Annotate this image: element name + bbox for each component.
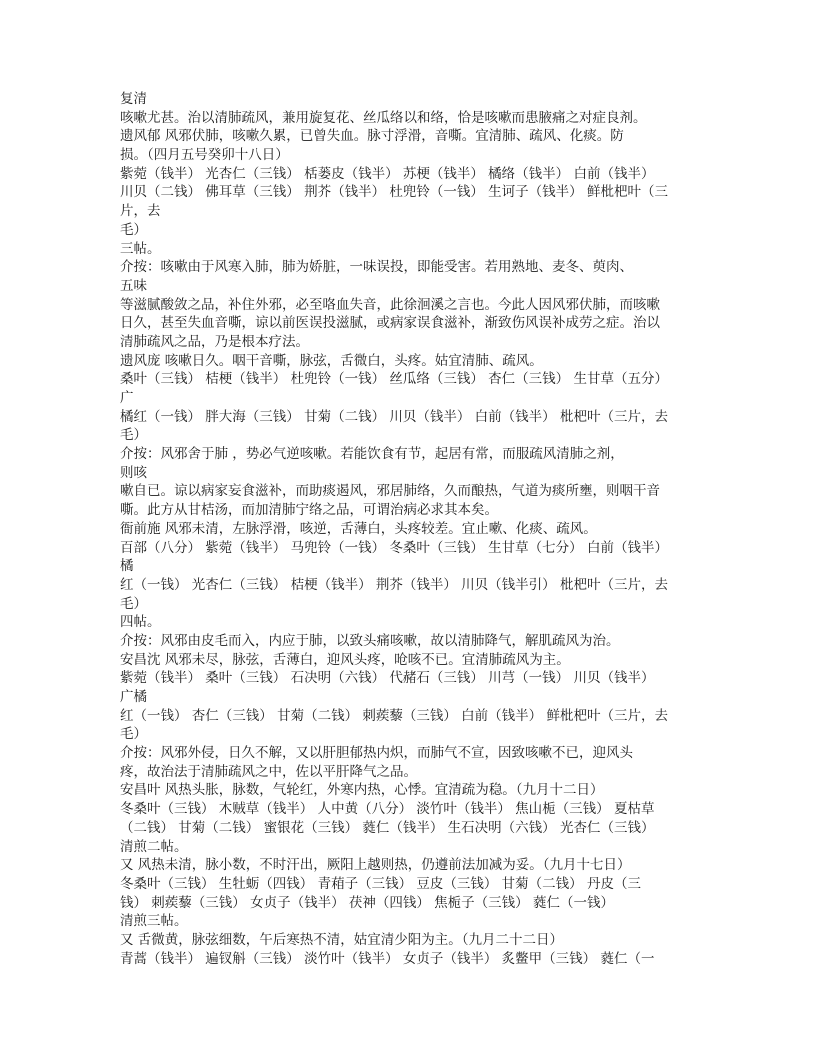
- prescription-line: 广橘: [120, 689, 147, 705]
- commentary-line: 介按：咳嗽由于风寒入肺，肺为娇脏，一味误投，即能受害。若用熟地、麦冬、萸肉、: [120, 259, 633, 276]
- prescription-line: 紫菀（钱半） 桑叶（三钱） 石决明（六钱） 代赭石（三钱） 川芎（一钱） 川贝（钱半）: [120, 670, 655, 687]
- prescription-line: 毛）: [120, 221, 147, 238]
- dosage-note: 三帖。: [120, 240, 161, 257]
- prescription-line: 橘红（一钱） 胖大海（三钱） 甘菊（二钱） 川贝（钱半） 白前（钱半） 枇杷叶（三片，去: [120, 408, 668, 425]
- prescription-line: 冬桑叶（三钱） 木贼草（钱半） 人中黄（八分） 淡竹叶（钱半） 焦山栀（三钱） 夏枯草: [120, 801, 655, 818]
- prescription-line: 青蒿（钱半） 遍钗斛（三钱） 淡竹叶（钱半） 女贞子（钱半） 炙鳖甲（三钱） 蕤仁（一: [120, 950, 655, 967]
- document-page: [120, 90, 710, 968]
- commentary-line: 五味: [120, 277, 147, 294]
- prescription-line: 红（一钱） 杏仁（三钱） 甘菊（二钱） 刺蒺藜（三钱） 白前（钱半） 鲜枇杷叶（三片，去: [120, 707, 668, 724]
- prescription-line: 毛）: [120, 726, 147, 743]
- prescription-line: 橘: [120, 558, 134, 575]
- text-line: 遗风郁 风邪伏肺，咳嗽久累，已曾失血。脉寸浮滑，音嘶。宜清肺、疏风、化痰。防: [120, 128, 624, 145]
- case-header-line: 又 舌微黄，脉弦细数，午后寒热不清，姑宜清少阳为主。（九月二十二日）: [120, 931, 564, 948]
- prescription-line: 紫菀（钱半） 光杏仁（三钱） 栝蒌皮（钱半） 苏梗（钱半） 橘络（钱半） 白前（钱半）: [120, 165, 655, 182]
- commentary-line: 日久，甚至失血音嘶，谅以前医误投滋腻，或病家误食滋补，渐致伤风误补成劳之症。治以: [120, 315, 660, 332]
- prescription-line: 毛）: [120, 427, 147, 444]
- commentary-line: 清肺疏风之品，乃是根本疗法。: [120, 333, 309, 350]
- prescription-line: 冬桑叶（三钱） 生牡蛎（四钱） 青葙子（三钱） 豆皮（三钱） 甘菊（二钱） 丹皮（三: [120, 875, 641, 892]
- commentary-line: 嗽自已。谅以病家妄食滋补，而助痰遏风，邪居肺络，久而酿热，气道为痰所壅，则咽干音: [120, 483, 660, 500]
- prescription-line: 百部（八分） 紫菀（钱半） 马兜铃（一钱） 冬桑叶（三钱） 生甘草（七分） 白前（钱半）: [120, 539, 668, 556]
- case-header-line: 遗风庞 咳嗽日久。咽干音嘶，脉弦，舌微白，头疼。姑宜清肺、疏风。: [120, 352, 543, 369]
- dosage-note: 清煎三帖。: [120, 913, 188, 930]
- prescription-line: 钱） 刺蒺藜（三钱） 女贞子（钱半） 茯神（四钱） 焦栀子（三钱） 蕤仁（一钱）: [120, 894, 614, 911]
- text-line: 损。（四月五号癸卯十八日）: [120, 147, 289, 164]
- prescription-line: 片，去: [120, 203, 161, 220]
- prescription-line: 川贝（二钱） 佛耳草（三钱） 荆芥（钱半） 杜兜铃（一钱） 生诃子（钱半） 鲜枇杷叶（三: [120, 184, 668, 201]
- commentary-line: 介按：风邪舍于肺 ，势必气逆咳嗽。若能饮食有节，起居有常，而服疏风清肺之剂，: [120, 446, 624, 463]
- commentary-line: 嘶。此方从甘桔汤，而加清肺宁络之品，可谓治病必求其本矣。: [120, 502, 498, 519]
- text-line: 复清: [120, 91, 147, 107]
- prescription-line: （二钱） 甘菊（二钱） 蜜银花（三钱） 蕤仁（钱半） 生石决明（六钱） 光杏仁（三钱）: [120, 819, 655, 836]
- prescription-line: 毛）: [120, 595, 147, 612]
- dosage-note: 四帖。: [120, 614, 161, 631]
- prescription-line: 红（一钱） 光杏仁（三钱） 桔梗（钱半） 荆芥（钱半） 川贝（钱半引） 枇杷叶（三片，去: [120, 576, 668, 593]
- commentary-line: 介按：风邪由皮毛而入，内应于肺，以致头痛咳嗽，故以清肺降气，解肌疏风为治。: [120, 632, 620, 649]
- commentary-line: 疼，故治法于清肺疏风之中，佐以平肝降气之品。: [120, 763, 417, 780]
- commentary-line: 介按：风邪外侵，日久不解，又以肝胆郁热内炽，而肺气不宣，因致咳嗽不已，迎风头: [120, 745, 633, 762]
- commentary-line: 等滋腻酸敛之品，补住外邪，必至咯血失音，此徐洄溪之言也。今此人因风邪伏肺，而咳嗽: [120, 296, 660, 313]
- dosage-note: 清煎二帖。: [120, 838, 188, 855]
- text-line: 咳嗽尤甚。治以清肺疏风，兼用旋复花、丝瓜络以和络，恰是咳嗽而患腋痛之对症良剂。: [120, 109, 647, 126]
- case-header-line: 又 风热未清，脉小数，不时汗出，厥阳上越则热，仍遵前法加减为妥。（九月十七日）: [120, 857, 631, 874]
- case-header-line: 安昌沈 风邪未尽，脉弦，舌薄白，迎风头疼，呛咳不已。宜清肺疏风为主。: [120, 651, 570, 668]
- case-header-line: 衙前施 风邪未清，左脉浮滑，咳逆，舌薄白，头疼较差。宜止嗽、化痰、疏风。: [120, 520, 597, 537]
- prescription-line: 广: [120, 390, 134, 406]
- commentary-line: 则咳: [120, 464, 147, 481]
- prescription-line: 桑叶（三钱） 桔梗（钱半） 杜兜铃（一钱） 丝瓜络（三钱） 杏仁（三钱） 生甘草（五分）: [120, 371, 668, 388]
- case-header-line: 安昌叶 风热头胀，脉数，气轮红，外寒内热，心悸。宜清疏为稳。（九月十二日）: [120, 782, 604, 799]
